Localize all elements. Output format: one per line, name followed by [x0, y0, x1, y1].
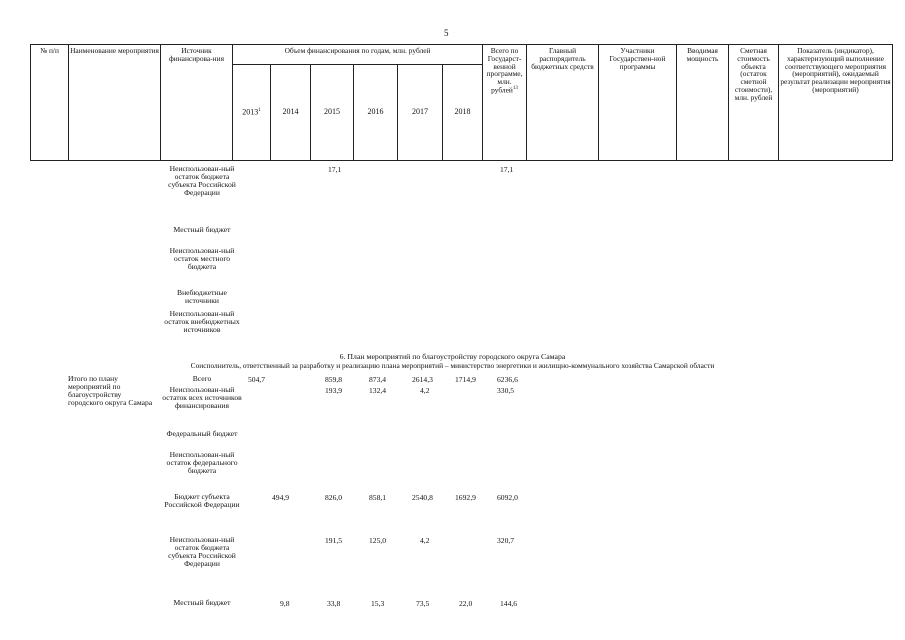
col-header-name: Наименование мероприятия: [69, 45, 161, 161]
row-value-total: 6092,0: [497, 493, 518, 502]
row-value-2017: 2540,8: [412, 493, 433, 502]
top-source-1: Неиспользован-ный остаток бюджета субъекта Российской Федерации: [168, 164, 236, 197]
section-row-label: Итого по плану мероприятий по благоустройству городского округа Самара: [68, 374, 153, 407]
row-value-2015: 826,0: [325, 493, 343, 502]
year-2015: 2015: [311, 65, 354, 161]
row-source: Неиспользован-ный остаток всех источников финансирования: [162, 385, 242, 410]
row-value-2016: 132,4: [369, 386, 387, 395]
row-value-2018: 1692,9: [455, 493, 476, 502]
row-value-2016: 125,0: [369, 536, 387, 545]
row-value-2014: 504,7: [248, 375, 266, 384]
row-source: Неиспользован-ный остаток федерального бюджета: [166, 450, 238, 475]
section-subtitle: Соисполнитель, ответственный за разработку и реализацию плана мероприятий – министерство энергетики и жилищно-коммунального хозяйства Самарской области: [190, 361, 715, 370]
row-value-2017: 4,2: [420, 386, 430, 395]
year-2013: 2013$^1$: [233, 65, 271, 161]
row-value-2017: 2614,3: [412, 375, 433, 384]
row-value-2018: 22,0: [459, 599, 473, 608]
row-source: Местный бюджет: [173, 598, 231, 607]
header-table: [30, 44, 893, 161]
col-header-source: Источник финансирова-ния: [161, 45, 233, 161]
row-value-2015: 859,8: [325, 375, 343, 384]
section-title: 6. План мероприятий по благоустройству городского округа Самара: [339, 352, 566, 361]
row-value-2017: 4,2: [420, 536, 430, 545]
top-source-2: Местный бюджет: [173, 225, 231, 234]
year-2014: 2014: [271, 65, 311, 161]
row-value-total: 144,6: [500, 599, 518, 608]
row-source: Всего: [192, 374, 212, 383]
col-header-manager: Главный распорядитель бюджетных средств: [527, 45, 599, 161]
top-value-2015: 17,1: [328, 165, 342, 174]
col-header-indicator: Показатель (индикатор), характеризующий выполнение соответствующего мероприятия (мероприятий), ожидаемый результат реализации мероприятия (мероприятий): [779, 45, 893, 161]
row-value-total: 330,5: [497, 386, 515, 395]
row-value-total: 320,7: [497, 536, 515, 545]
col-header-funding: Объем финансирования по годам, млн. рублей: [233, 45, 483, 65]
top-source-3: Неиспользован-ный остаток местного бюджета: [169, 246, 235, 271]
row-value-2016: 15,3: [371, 599, 385, 608]
row-value-2016: 858,1: [369, 493, 387, 502]
col-header-estimate: Сметная стоимость объекта (остаток сметной стоимости), млн. рублей: [729, 45, 779, 161]
row-value-2018: 1714,9: [455, 375, 476, 384]
row-value-2014: 494,9: [272, 493, 290, 502]
top-source-4: Внебюджетные источники: [177, 288, 227, 305]
row-value-2014: 9,8: [280, 599, 290, 608]
row-source: Неиспользован-ный остаток бюджета субъекта Российской Федерации: [168, 535, 236, 568]
year-2016: 2016: [354, 65, 398, 161]
year-2018: 2018: [443, 65, 483, 161]
col-header-no: № п/п: [31, 45, 69, 161]
row-source: Федеральный бюджет: [166, 429, 238, 438]
top-source-5: Неиспользован-ный остаток внебюджетных источников: [164, 309, 240, 334]
col-header-total: Всего по Государст-венной программе, млн. рублей$^{13}$: [483, 45, 527, 161]
row-value-2015: 33,8: [327, 599, 341, 608]
row-source: Бюджет субъекта Российской Федерации: [164, 492, 240, 509]
row-value-2017: 73,5: [416, 599, 430, 608]
row-value-2016: 873,4: [369, 375, 387, 384]
col-header-capacity: Вводимая мощность: [677, 45, 729, 161]
col-header-participants: Участники Государствен-ной программы: [599, 45, 677, 161]
row-value-total: 6236,6: [497, 375, 518, 384]
row-value-2015: 193,9: [325, 386, 343, 395]
page-number: 5: [444, 28, 449, 38]
top-value-total: 17,1: [500, 165, 514, 174]
row-value-2015: 191,5: [325, 536, 343, 545]
year-2017: 2017: [398, 65, 443, 161]
